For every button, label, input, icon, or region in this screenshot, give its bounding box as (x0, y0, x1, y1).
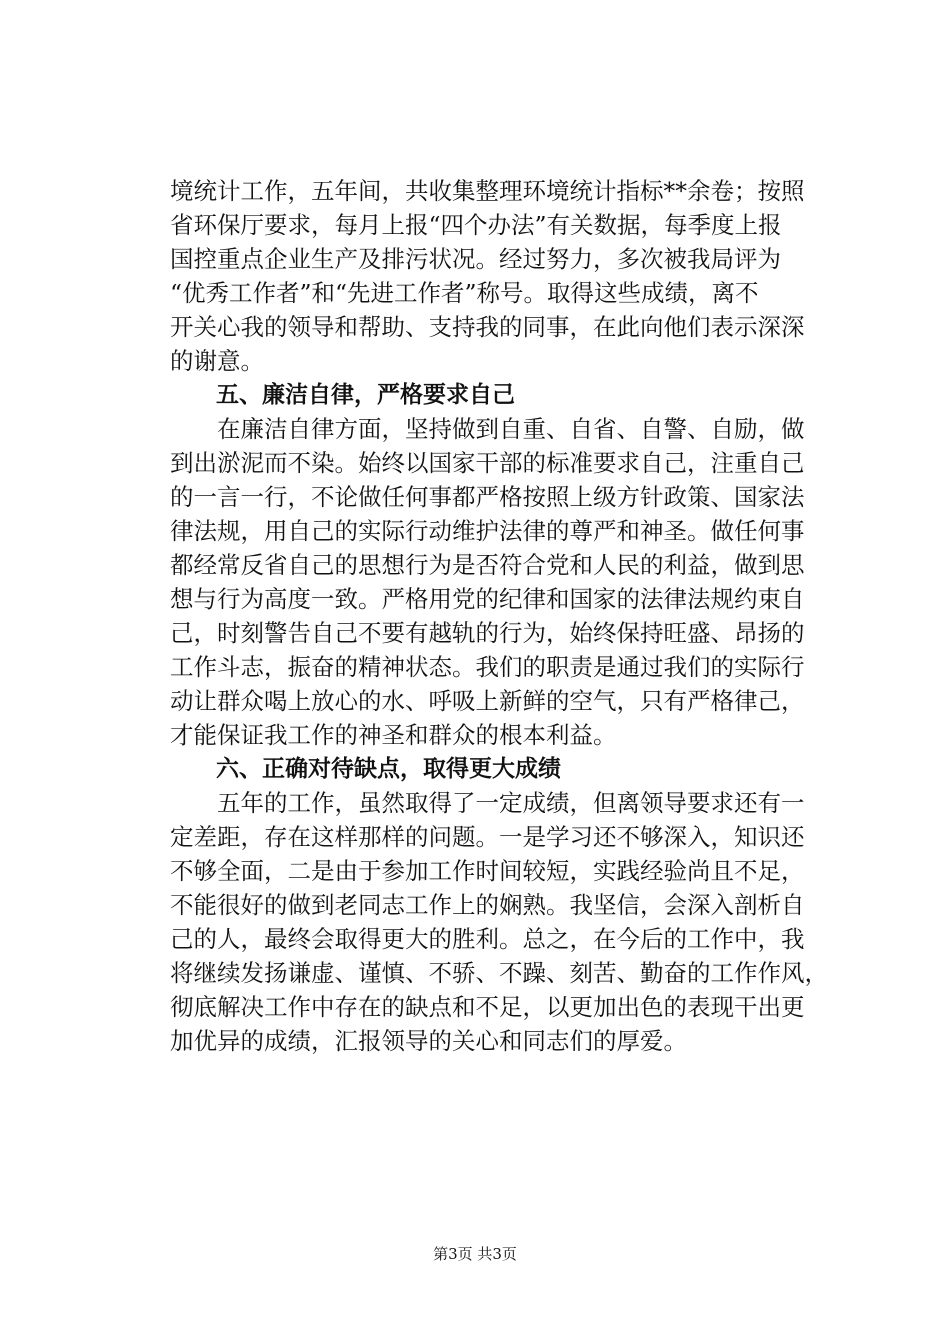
body-line: 不够全面，二是由于参加工作时间较短，实践经验尚且不足， (170, 857, 805, 885)
body-line: 才能保证我工作的神圣和群众的根本利益。 (170, 721, 617, 749)
page-footer (0, 1244, 950, 1264)
document-body (170, 174, 828, 1058)
section-heading-6: 六、正确对待缺点，取得更大成绩 (170, 756, 561, 782)
body-line: 省环保厅要求，每月上报“四个办法”有关数据，每季度上报 (170, 211, 782, 239)
body-line: 的一言一行，不论做任何事都严格按照上级方针政策、国家法 (170, 483, 805, 511)
body-line: 彻底解决工作中存在的缺点和不足，以更加出色的表现干出更 (170, 993, 805, 1021)
body-line: 律法规，用自己的实际行动维护法律的尊严和神圣。做任何事 (170, 517, 805, 545)
body-line: “优秀工作者”和“先进工作者”称号。取得这些成绩，离不 (170, 279, 759, 307)
body-line: 不能很好的做到老同志工作上的娴熟。我坚信，会深入剖析自 (170, 891, 805, 919)
body-line: 在廉洁自律方面，坚持做到自重、自省、自警、自励，做 (170, 415, 805, 443)
body-line: 己的人，最终会取得更大的胜利。总之，在今后的工作中，我 (170, 925, 805, 953)
body-line: 定差距，存在这样那样的问题。一是学习还不够深入，知识还 (170, 823, 805, 851)
body-line: 动让群众喝上放心的水、呼吸上新鲜的空气，只有严格律己， (170, 687, 805, 715)
body-line: 境统计工作，五年间，共收集整理环境统计指标**余卷；按照 (170, 177, 805, 205)
body-line: 五年的工作，虽然取得了一定成绩，但离领导要求还有一 (170, 789, 805, 817)
body-line: 加优异的成绩，汇报领导的关心和同志们的厚爱。 (170, 1027, 687, 1055)
body-line: 己，时刻警告自己不要有越轨的行为，始终保持旺盛、昂扬的 (170, 619, 805, 647)
body-line: 国控重点企业生产及排污状况。经过努力，多次被我局评为 (170, 245, 781, 273)
body-line: 到出淤泥而不染。始终以国家干部的标准要求自己，注重自己 (170, 449, 805, 477)
page-number-label: 第3页 共3页 (433, 1245, 517, 1263)
section-heading-5: 五、廉洁自律，严格要求自己 (170, 382, 515, 408)
body-line: 想与行为高度一致。严格用党的纪律和国家的法律法规约束自 (170, 585, 805, 613)
body-line: 都经常反省自己的思想行为是否符合党和人民的利益，做到思 (170, 551, 805, 579)
body-line: 工作斗志，振奋的精神状态。我们的职责是通过我们的实际行 (170, 653, 805, 681)
body-line: 的谢意。 (170, 347, 264, 375)
body-line: 将继续发扬谦虚、谨慎、不骄、不躁、刻苦、勤奋的工作作风， (170, 959, 828, 987)
body-line: 开关心我的领导和帮助、支持我的同事，在此向他们表示深深 (170, 313, 805, 341)
